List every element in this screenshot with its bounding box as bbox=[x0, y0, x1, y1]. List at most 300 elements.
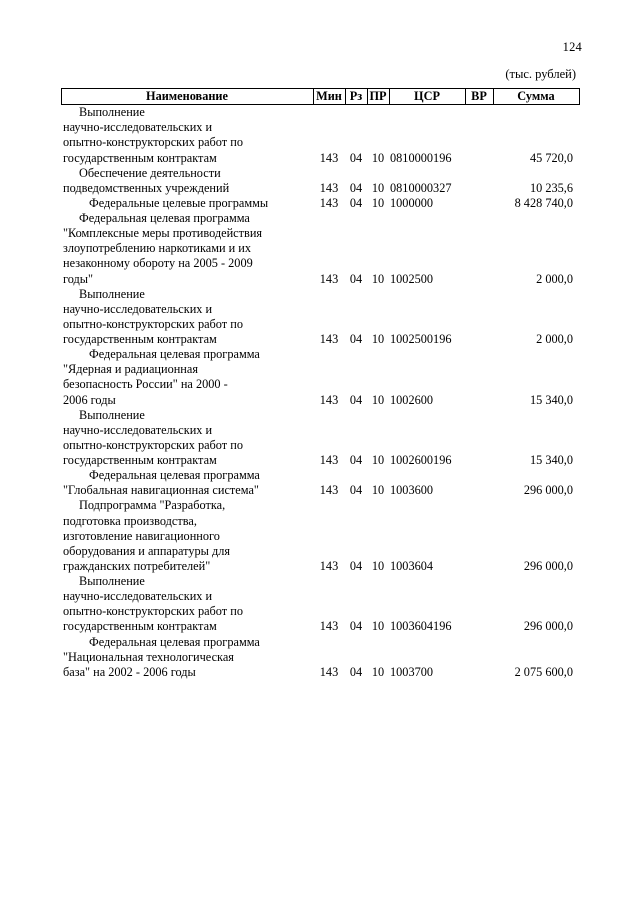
cell-csr bbox=[389, 544, 465, 559]
table-row bbox=[61, 226, 579, 241]
cell-min: 143 bbox=[319, 558, 339, 573]
column-header-pr: ПР bbox=[367, 89, 389, 105]
cell-name: Выполнение bbox=[79, 105, 145, 120]
cell-csr bbox=[389, 408, 465, 423]
cell-vr bbox=[465, 498, 493, 513]
cell-csr: 1003700 bbox=[390, 664, 434, 679]
cell-sum bbox=[493, 468, 579, 483]
cell-name: Федеральная целевая программа bbox=[89, 347, 260, 362]
cell-name: научно-исследовательских и bbox=[63, 120, 213, 135]
cell-name: "Национальная технологическая bbox=[63, 649, 234, 664]
cell-csr: 1000000 bbox=[390, 195, 434, 210]
cell-vr bbox=[465, 423, 493, 438]
cell-sum bbox=[493, 362, 579, 377]
table-row bbox=[61, 135, 579, 150]
cell-pr: 10 bbox=[371, 483, 385, 498]
cell-name: опытно-конструкторских работ по bbox=[63, 437, 243, 452]
table-row bbox=[61, 393, 579, 408]
cell-pr bbox=[367, 226, 389, 241]
cell-rz bbox=[345, 135, 367, 150]
cell-min bbox=[313, 241, 345, 256]
cell-csr bbox=[389, 226, 465, 241]
cell-vr bbox=[465, 619, 493, 634]
cell-min bbox=[313, 226, 345, 241]
cell-min: 143 bbox=[319, 483, 339, 498]
table-row bbox=[61, 604, 579, 619]
cell-min bbox=[313, 423, 345, 438]
cell-rz: 04 bbox=[349, 150, 363, 165]
cell-min bbox=[313, 166, 345, 181]
table-row bbox=[61, 529, 579, 544]
cell-min bbox=[313, 211, 345, 226]
cell-min: 143 bbox=[319, 392, 339, 407]
cell-pr: 10 bbox=[371, 664, 385, 679]
cell-min: 143 bbox=[319, 195, 339, 210]
cell-rz bbox=[345, 408, 367, 423]
cell-csr: 1003600 bbox=[390, 483, 434, 498]
cell-sum: 45 720,0 bbox=[529, 150, 573, 165]
cell-name: научно-исследовательских и bbox=[63, 301, 213, 316]
cell-csr bbox=[389, 423, 465, 438]
cell-name: опытно-конструкторских работ по bbox=[63, 135, 243, 150]
cell-min: 143 bbox=[319, 664, 339, 679]
cell-sum bbox=[493, 105, 579, 121]
cell-rz: 04 bbox=[349, 619, 363, 634]
cell-name: государственным контрактам bbox=[63, 150, 217, 165]
cell-name: изготовление навигационного bbox=[63, 528, 220, 543]
cell-rz bbox=[345, 635, 367, 650]
cell-csr bbox=[389, 438, 465, 453]
cell-pr: 10 bbox=[371, 392, 385, 407]
cell-pr bbox=[367, 498, 389, 513]
cell-rz bbox=[345, 650, 367, 665]
cell-name: годы" bbox=[63, 271, 94, 286]
table-row bbox=[61, 423, 579, 438]
cell-rz bbox=[345, 604, 367, 619]
cell-sum bbox=[493, 120, 579, 135]
table-body bbox=[61, 105, 579, 680]
cell-sum: 2 075 600,0 bbox=[514, 664, 573, 679]
cell-sum bbox=[493, 317, 579, 332]
cell-vr bbox=[465, 226, 493, 241]
table-row bbox=[61, 544, 579, 559]
cell-pr bbox=[367, 468, 389, 483]
cell-sum bbox=[493, 604, 579, 619]
cell-min bbox=[313, 317, 345, 332]
cell-sum bbox=[493, 302, 579, 317]
cell-sum bbox=[493, 256, 579, 271]
cell-rz bbox=[345, 438, 367, 453]
column-header-name: Наименование bbox=[61, 89, 313, 105]
cell-rz bbox=[345, 468, 367, 483]
cell-name: опытно-конструкторских работ по bbox=[63, 604, 243, 619]
cell-pr bbox=[367, 166, 389, 181]
cell-sum bbox=[493, 514, 579, 529]
cell-rz: 04 bbox=[349, 195, 363, 210]
cell-csr bbox=[389, 589, 465, 604]
cell-sum: 10 235,6 bbox=[529, 180, 573, 195]
cell-pr bbox=[367, 589, 389, 604]
cell-pr bbox=[367, 347, 389, 362]
cell-pr bbox=[367, 317, 389, 332]
table-row bbox=[61, 151, 579, 166]
cell-vr bbox=[465, 120, 493, 135]
column-header-vr: ВР bbox=[465, 89, 493, 105]
budget-table bbox=[61, 88, 580, 680]
cell-rz bbox=[345, 166, 367, 181]
cell-vr bbox=[465, 302, 493, 317]
cell-csr bbox=[389, 317, 465, 332]
cell-name: Выполнение bbox=[79, 286, 145, 301]
cell-min bbox=[313, 514, 345, 529]
cell-name: Федеральные целевые программы bbox=[89, 195, 269, 210]
table-row bbox=[61, 181, 579, 196]
cell-rz bbox=[345, 211, 367, 226]
cell-rz: 04 bbox=[349, 392, 363, 407]
cell-sum bbox=[493, 498, 579, 513]
cell-csr: 1002600 bbox=[390, 392, 434, 407]
cell-pr bbox=[367, 423, 389, 438]
cell-pr bbox=[367, 135, 389, 150]
cell-rz bbox=[345, 589, 367, 604]
table-row bbox=[61, 256, 579, 271]
cell-vr bbox=[465, 196, 493, 211]
table-row bbox=[61, 317, 579, 332]
cell-csr bbox=[389, 498, 465, 513]
cell-sum: 15 340,0 bbox=[529, 453, 573, 467]
cell-pr: 10 bbox=[371, 619, 385, 634]
cell-min bbox=[313, 635, 345, 650]
cell-min bbox=[313, 438, 345, 453]
cell-min bbox=[313, 120, 345, 135]
cell-sum bbox=[493, 423, 579, 438]
cell-pr bbox=[367, 438, 389, 453]
table-row bbox=[61, 650, 579, 665]
cell-vr bbox=[465, 544, 493, 559]
cell-sum: 2 000,0 bbox=[536, 332, 573, 346]
cell-csr bbox=[389, 256, 465, 271]
cell-sum bbox=[493, 544, 579, 559]
cell-vr bbox=[465, 514, 493, 529]
table-row bbox=[61, 438, 579, 453]
cell-sum: 15 340,0 bbox=[529, 392, 573, 407]
table-row bbox=[61, 332, 579, 347]
cell-vr bbox=[465, 665, 493, 680]
cell-pr bbox=[367, 241, 389, 256]
cell-name: Выполнение bbox=[79, 407, 145, 422]
cell-pr bbox=[367, 211, 389, 226]
table-row bbox=[61, 589, 579, 604]
table-header bbox=[61, 89, 579, 105]
cell-sum: 296 000,0 bbox=[523, 483, 573, 498]
cell-rz bbox=[345, 120, 367, 135]
cell-min bbox=[313, 468, 345, 483]
cell-min bbox=[313, 287, 345, 302]
cell-csr: 0810000327 bbox=[390, 180, 452, 195]
cell-csr bbox=[389, 241, 465, 256]
cell-name: Обеспечение деятельности bbox=[79, 165, 221, 180]
cell-vr bbox=[465, 256, 493, 271]
cell-vr bbox=[465, 483, 493, 498]
table-row bbox=[61, 619, 579, 634]
cell-pr bbox=[367, 514, 389, 529]
cell-rz: 04 bbox=[349, 483, 363, 498]
table-row bbox=[61, 272, 579, 287]
cell-name: подведомственных учреждений bbox=[63, 180, 230, 195]
table-row bbox=[61, 665, 579, 680]
cell-sum: 8 428 740,0 bbox=[514, 195, 573, 210]
cell-rz bbox=[345, 498, 367, 513]
table-row bbox=[61, 302, 579, 317]
cell-pr bbox=[367, 529, 389, 544]
cell-sum bbox=[493, 574, 579, 589]
cell-sum bbox=[493, 529, 579, 544]
cell-min bbox=[313, 105, 345, 121]
cell-vr bbox=[465, 589, 493, 604]
cell-sum bbox=[493, 226, 579, 241]
cell-name: злоупотреблению наркотиками и их bbox=[63, 241, 252, 256]
cell-csr bbox=[389, 120, 465, 135]
cell-name: государственным контрактам bbox=[63, 332, 217, 346]
cell-min bbox=[313, 256, 345, 271]
cell-pr bbox=[367, 574, 389, 589]
cell-pr bbox=[367, 604, 389, 619]
cell-name: Подпрограмма "Разработка, bbox=[79, 498, 226, 513]
cell-vr bbox=[465, 272, 493, 287]
cell-rz bbox=[345, 317, 367, 332]
cell-name: Выполнение bbox=[79, 574, 145, 588]
cell-sum bbox=[493, 347, 579, 362]
cell-name: Федеральная целевая программа bbox=[89, 468, 260, 483]
cell-vr bbox=[465, 211, 493, 226]
table-row bbox=[61, 635, 579, 650]
cell-name: подготовка производства, bbox=[63, 513, 197, 528]
cell-csr bbox=[389, 529, 465, 544]
cell-rz: 04 bbox=[349, 558, 363, 573]
cell-vr bbox=[465, 377, 493, 392]
cell-rz bbox=[345, 105, 367, 121]
cell-csr bbox=[389, 468, 465, 483]
cell-pr bbox=[367, 635, 389, 650]
table-row bbox=[61, 453, 579, 468]
cell-name: научно-исследовательских и bbox=[63, 589, 213, 604]
cell-pr bbox=[367, 408, 389, 423]
cell-vr bbox=[465, 135, 493, 150]
cell-min bbox=[313, 529, 345, 544]
cell-csr bbox=[389, 287, 465, 302]
cell-pr: 10 bbox=[371, 195, 385, 210]
cell-vr bbox=[465, 559, 493, 574]
table-row bbox=[61, 514, 579, 529]
cell-sum bbox=[493, 135, 579, 150]
cell-min: 143 bbox=[319, 271, 339, 286]
cell-rz: 04 bbox=[349, 271, 363, 286]
cell-vr bbox=[465, 332, 493, 347]
cell-min bbox=[313, 574, 345, 589]
cell-name: база" на 2002 - 2006 годы bbox=[63, 664, 196, 679]
cell-pr bbox=[367, 362, 389, 377]
table-row bbox=[61, 347, 579, 362]
cell-min bbox=[313, 498, 345, 513]
cell-min bbox=[313, 302, 345, 317]
cell-name: 2006 годы bbox=[63, 392, 116, 407]
table-row bbox=[61, 166, 579, 181]
cell-name: опытно-конструкторских работ по bbox=[63, 316, 243, 331]
cell-name: государственным контрактам bbox=[63, 619, 217, 634]
cell-pr: 10 bbox=[371, 150, 385, 165]
cell-sum bbox=[493, 241, 579, 256]
cell-pr bbox=[367, 650, 389, 665]
cell-csr: 1003604 bbox=[390, 558, 434, 573]
cell-vr bbox=[465, 438, 493, 453]
cell-sum bbox=[493, 650, 579, 665]
cell-name: научно-исследовательских и bbox=[63, 422, 213, 437]
cell-vr bbox=[465, 468, 493, 483]
cell-csr bbox=[389, 635, 465, 650]
cell-rz bbox=[345, 529, 367, 544]
cell-name: "Глобальная навигационная система" bbox=[63, 483, 259, 498]
cell-vr bbox=[465, 408, 493, 423]
column-header-sum: Сумма bbox=[493, 89, 579, 105]
cell-csr bbox=[389, 650, 465, 665]
cell-pr: 10 bbox=[371, 332, 385, 346]
cell-csr bbox=[389, 211, 465, 226]
cell-sum bbox=[493, 408, 579, 423]
cell-csr bbox=[389, 347, 465, 362]
cell-sum bbox=[493, 635, 579, 650]
cell-vr bbox=[465, 574, 493, 589]
cell-min: 143 bbox=[319, 619, 339, 634]
table-row bbox=[61, 408, 579, 423]
cell-min bbox=[313, 347, 345, 362]
cell-min: 143 bbox=[319, 180, 339, 195]
cell-vr bbox=[465, 241, 493, 256]
cell-pr bbox=[367, 287, 389, 302]
cell-min bbox=[313, 408, 345, 423]
table-row bbox=[61, 483, 579, 498]
cell-rz bbox=[345, 574, 367, 589]
cell-pr: 10 bbox=[371, 271, 385, 286]
cell-pr: 10 bbox=[371, 180, 385, 195]
cell-name: безопасность России" на 2000 - bbox=[63, 377, 228, 392]
cell-pr: 10 bbox=[371, 558, 385, 573]
cell-vr bbox=[465, 151, 493, 166]
cell-csr: 0810000196 bbox=[390, 150, 452, 165]
cell-name: оборудования и аппаратуры для bbox=[63, 543, 231, 558]
cell-sum: 296 000,0 bbox=[523, 619, 573, 634]
cell-csr: 1002600196 bbox=[390, 453, 452, 467]
cell-rz bbox=[345, 544, 367, 559]
cell-vr bbox=[465, 166, 493, 181]
table-row bbox=[61, 362, 579, 377]
cell-vr bbox=[465, 317, 493, 332]
cell-vr bbox=[465, 393, 493, 408]
cell-pr bbox=[367, 544, 389, 559]
table-row bbox=[61, 120, 579, 135]
table-row bbox=[61, 574, 579, 589]
column-header-csr: ЦСР bbox=[389, 89, 465, 105]
cell-csr: 1002500196 bbox=[390, 332, 452, 346]
cell-min bbox=[313, 544, 345, 559]
cell-min bbox=[313, 377, 345, 392]
cell-vr bbox=[465, 453, 493, 468]
cell-rz bbox=[345, 362, 367, 377]
cell-csr bbox=[389, 574, 465, 589]
cell-sum bbox=[493, 438, 579, 453]
cell-rz bbox=[345, 347, 367, 362]
table-row bbox=[61, 105, 579, 121]
cell-pr bbox=[367, 105, 389, 121]
cell-name: "Ядерная и радиационная bbox=[63, 362, 198, 377]
cell-vr bbox=[465, 347, 493, 362]
cell-rz: 04 bbox=[349, 332, 363, 346]
cell-csr bbox=[389, 362, 465, 377]
cell-sum bbox=[493, 287, 579, 302]
cell-name: Федеральная целевая программа bbox=[79, 211, 250, 225]
cell-pr bbox=[367, 377, 389, 392]
cell-vr bbox=[465, 181, 493, 196]
cell-csr bbox=[389, 166, 465, 181]
cell-name: гражданских потребителей" bbox=[63, 558, 211, 573]
cell-csr bbox=[389, 302, 465, 317]
units-note: (тыс. рублей) bbox=[505, 67, 576, 81]
column-header-rz: Рз bbox=[345, 89, 367, 105]
table-header-row bbox=[61, 89, 579, 105]
cell-name: "Комплексные меры противодействия bbox=[63, 226, 263, 241]
cell-min bbox=[313, 604, 345, 619]
cell-sum bbox=[493, 211, 579, 226]
cell-rz bbox=[345, 423, 367, 438]
cell-min bbox=[313, 362, 345, 377]
cell-name: незаконному обороту на 2005 - 2009 bbox=[63, 256, 253, 271]
cell-vr bbox=[465, 529, 493, 544]
table-row bbox=[61, 196, 579, 211]
cell-vr bbox=[465, 604, 493, 619]
cell-rz bbox=[345, 256, 367, 271]
cell-pr bbox=[367, 256, 389, 271]
cell-rz bbox=[345, 226, 367, 241]
cell-rz bbox=[345, 241, 367, 256]
cell-csr bbox=[389, 514, 465, 529]
cell-min: 143 bbox=[319, 453, 339, 467]
cell-sum bbox=[493, 589, 579, 604]
table-row bbox=[61, 211, 579, 226]
cell-vr bbox=[465, 362, 493, 377]
cell-min bbox=[313, 589, 345, 604]
table-row bbox=[61, 498, 579, 513]
cell-pr bbox=[367, 120, 389, 135]
cell-pr: 10 bbox=[371, 453, 385, 467]
table-row bbox=[61, 377, 579, 392]
cell-csr bbox=[389, 604, 465, 619]
table-row bbox=[61, 241, 579, 256]
cell-min bbox=[313, 650, 345, 665]
table-row bbox=[61, 468, 579, 483]
cell-name: Федеральная целевая программа bbox=[89, 634, 260, 649]
cell-csr bbox=[389, 377, 465, 392]
column-header-min: Мин bbox=[313, 89, 345, 105]
table-row bbox=[61, 287, 579, 302]
cell-sum: 296 000,0 bbox=[523, 558, 573, 573]
cell-sum bbox=[493, 166, 579, 181]
cell-csr bbox=[389, 105, 465, 121]
page-number: 124 bbox=[562, 40, 582, 54]
cell-csr: 1002500 bbox=[390, 271, 434, 286]
cell-rz bbox=[345, 287, 367, 302]
cell-min: 143 bbox=[319, 332, 339, 346]
cell-min: 143 bbox=[319, 150, 339, 165]
cell-pr bbox=[367, 302, 389, 317]
